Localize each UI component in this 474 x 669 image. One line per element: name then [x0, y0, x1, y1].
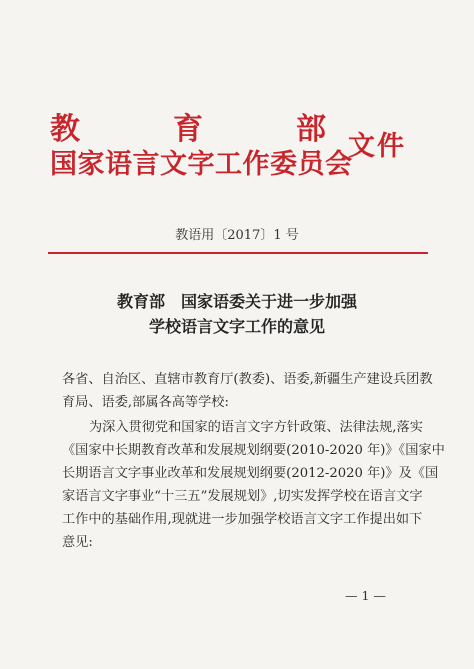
document-title-line-2: 学校语言文字工作的意见: [148, 317, 325, 336]
paragraph-line: 工作中的基础作用,现就进一步加强学校语言文字工作提出如下: [62, 512, 423, 527]
paragraph-line: 家语言文字事业“十三五”发展规划》,切实发挥学校在语言文字: [62, 489, 423, 504]
page-number: — 1 —: [345, 588, 386, 603]
document-type-label: 文件: [348, 131, 406, 162]
paragraph-line: 长期语言文字事业改革和发展规划纲要(2012-2020 年)》及《国: [62, 466, 439, 481]
header-divider: [48, 252, 428, 254]
issuer-char-3: 部: [296, 112, 326, 147]
document-title-line-1: 教育部 国家语委关于进一步加强: [116, 292, 357, 311]
paragraph-line: 为深入贯彻党和国家的语言文字方针政策、法律法规,落实: [89, 420, 423, 435]
salutation-line-2: 育局、语委,部属各高等学校:: [62, 395, 229, 410]
salutation: [62, 368, 433, 414]
issuer-char-2: 育: [173, 112, 203, 147]
document-number: 教语用〔2017〕1 号: [175, 228, 299, 243]
issuer-char-1: 教: [50, 112, 80, 147]
salutation-line-1: 各省、自治区、直辖市教育厅(教委)、语委,新疆生产建设兵团教: [62, 372, 433, 387]
paragraph-line: 《国家中长期教育改革和发展规划纲要(2010-2020 年)》《国家中: [62, 443, 445, 458]
body-paragraph-1: [62, 416, 445, 554]
paragraph-line: 意见:: [62, 535, 93, 550]
issuer-line-2: 国家语言文字工作委员会: [50, 149, 353, 180]
